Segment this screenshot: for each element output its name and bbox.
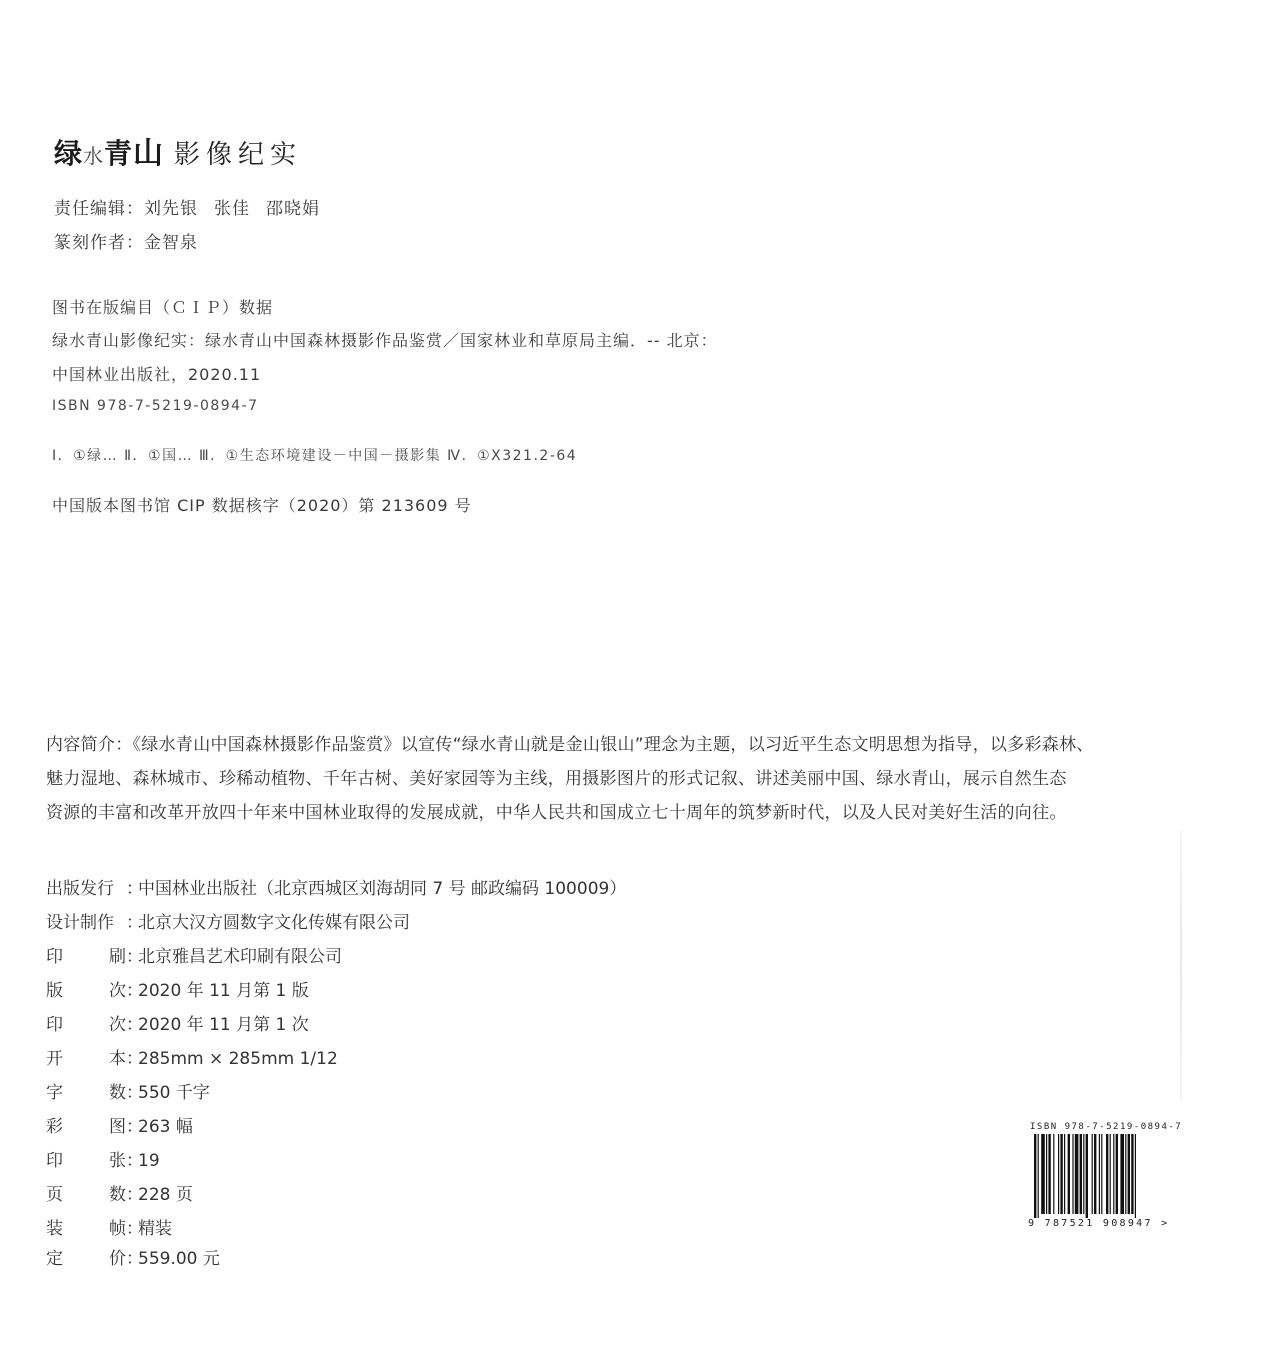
title-char-3: 青 <box>104 137 134 170</box>
pub-value: 285mm × 285mm 1/12 <box>138 1049 338 1069</box>
barcode-bar <box>1058 1134 1059 1214</box>
barcode-bar <box>1131 1134 1133 1214</box>
barcode-bar <box>1046 1134 1047 1214</box>
pub-label: 彩 图 <box>46 1117 126 1137</box>
pub-value: 228 页 <box>138 1185 193 1205</box>
editor-name: 刘先银 <box>144 199 198 219</box>
barcode-bar <box>1068 1134 1070 1214</box>
barcode-bar <box>1106 1134 1108 1214</box>
pub-label: 定 价 <box>46 1249 126 1269</box>
intro-line-1: 内容简介：《绿水青山中国森林摄影作品鉴赏》以宣传“绿水青山就是金山银山”理念为主题，以习近平生态文明思想为指导，以多彩森林、 <box>46 735 1094 755</box>
pub-value: 559.00 元 <box>138 1249 220 1269</box>
pub-value: 19 <box>138 1151 160 1171</box>
pub-row-words: 字 数 ：550 千字 <box>46 1078 210 1103</box>
seal-author-line <box>54 228 198 253</box>
pub-label: 字 数 <box>46 1083 126 1103</box>
pub-value: 263 幅 <box>138 1117 193 1137</box>
pub-value: 550 千字 <box>138 1083 210 1103</box>
barcode-bar <box>1113 1134 1114 1214</box>
title-char-4: 山 <box>133 136 165 171</box>
page-edge-shadow <box>1180 830 1182 1100</box>
intro-line-3: 资源的丰富和改革开放四十年来中国林业取得的发展成就，中华人民共和国成立七十周年的筑梦新时代，以及人民对美好生活的向往。 <box>46 803 1067 823</box>
series-title <box>54 128 302 172</box>
title-char-1: 绿 <box>54 137 84 170</box>
barcode-bar <box>1120 1134 1124 1214</box>
pub-row-printing: 印 刷 ：北京雅昌艺术印刷有限公司 <box>46 942 342 967</box>
barcode-bar <box>1094 1134 1096 1214</box>
cip-isbn: ISBN 978-7-5219-0894-7 <box>52 398 259 414</box>
cip-heading: 图书在版编目（ＣＩＰ）数据 <box>52 298 274 317</box>
pub-row-edition: 版 次 ：2020 年 11 月第 1 版 <box>46 976 309 1001</box>
barcode-bar <box>1110 1134 1111 1214</box>
pub-row-impression: 印 次 ：2020 年 11 月第 1 次 <box>46 1010 309 1035</box>
barcode-bar <box>1041 1134 1045 1214</box>
barcode-digits: 9 787521 908947 > <box>1028 1218 1170 1229</box>
pub-row-price: 定 价 ：559.00 元 <box>46 1244 220 1269</box>
pub-label: 版 次 <box>46 981 126 1001</box>
pub-label: 装 帧 <box>46 1219 126 1239</box>
barcode-bar <box>1053 1134 1054 1214</box>
barcode-bars <box>1034 1134 1174 1218</box>
barcode-bar <box>1092 1134 1093 1214</box>
cip-record-number: 中国版本图书馆 CIP 数据核字（2020）第 213609 号 <box>52 496 472 515</box>
editors-line <box>54 194 320 219</box>
barcode-bar <box>1034 1134 1036 1218</box>
pub-row-binding: 装 帧 ：精装 <box>46 1214 172 1239</box>
barcode-bar <box>1075 1134 1079 1214</box>
pub-value: 2020 年 11 月第 1 次 <box>138 1015 309 1035</box>
barcode-bar <box>1038 1134 1039 1218</box>
barcode-bar <box>1060 1134 1062 1214</box>
pub-row-pages: 页 数 ：228 页 <box>46 1180 193 1205</box>
editors-label: 责任编辑： <box>54 199 144 219</box>
pub-value: 2020 年 11 月第 1 版 <box>138 981 309 1001</box>
pub-label: 印 次 <box>46 1015 126 1035</box>
pub-value: 精装 <box>138 1219 172 1239</box>
intro-line-2: 魅力湿地、森林城市、珍稀动植物、千年古树、美好家园等为主线，用摄影图片的形式记叙、讲述美丽中国、绿水青山，展示自然生态 <box>46 769 1067 789</box>
barcode-bar <box>1125 1134 1126 1214</box>
seal-author: 金智泉 <box>144 233 198 253</box>
cip-classification: Ⅰ．①绿… Ⅱ．①国… Ⅲ．①生态环境建设－中国－摄影集 Ⅳ．①X321.2-64 <box>52 448 578 464</box>
barcode-bar <box>1128 1134 1130 1214</box>
pub-row-format: 开 本 ：285mm × 285mm 1/12 <box>46 1044 338 1069</box>
pub-label: 出版发行 <box>46 879 114 899</box>
barcode-bar <box>1072 1134 1073 1214</box>
barcode-bar <box>1101 1134 1102 1214</box>
barcode-bar <box>1080 1134 1082 1214</box>
pub-row-sheets: 印 张 ：19 <box>46 1146 160 1171</box>
pub-value: 中国林业出版社（北京西城区刘海胡同 7 号 邮政编码 100009） <box>138 879 627 899</box>
barcode-bar <box>1135 1134 1136 1218</box>
pub-label: 设计制作 <box>46 913 114 933</box>
barcode-bar <box>1099 1134 1100 1214</box>
pub-row-publisher: 出版发行 ：中国林业出版社（北京西城区刘海胡同 7 号 邮政编码 100009） <box>46 874 626 899</box>
isbn-barcode <box>1028 1122 1183 1234</box>
barcode-bar <box>1116 1134 1118 1214</box>
pub-label: 开 本 <box>46 1049 126 1069</box>
seal-label: 篆刻作者： <box>54 233 144 253</box>
pub-value: 北京雅昌艺术印刷有限公司 <box>138 947 342 967</box>
pub-value: 北京大汉方圆数字文化传媒有限公司 <box>138 913 410 933</box>
barcode-isbn-text: ISBN 978-7-5219-0894-7 <box>1030 1122 1183 1132</box>
pub-label: 印 刷 <box>46 947 126 967</box>
title-printed: 影像纪实 <box>174 140 303 170</box>
cip-line-1: 绿水青山影像纪实：绿水青山中国森林摄影作品鉴赏／国家林业和草原局主编．-- 北京： <box>52 331 718 350</box>
pub-label: 页 数 <box>46 1185 126 1205</box>
title-char-2: 水 <box>83 144 105 168</box>
barcode-bar <box>1086 1134 1088 1218</box>
editor-name: 张佳 <box>214 199 250 219</box>
barcode-bar <box>1064 1134 1065 1214</box>
pub-row-plates: 彩 图 ：263 幅 <box>46 1112 193 1137</box>
cip-line-2: 中国林业出版社，2020.11 <box>52 365 262 384</box>
pub-label: 印 张 <box>46 1151 126 1171</box>
barcode-bar <box>1048 1134 1050 1214</box>
editor-name: 邵晓娟 <box>266 199 320 219</box>
pub-row-design: 设计制作 ：北京大汉方圆数字文化传媒有限公司 <box>46 908 410 933</box>
barcode-bar <box>1083 1134 1084 1214</box>
